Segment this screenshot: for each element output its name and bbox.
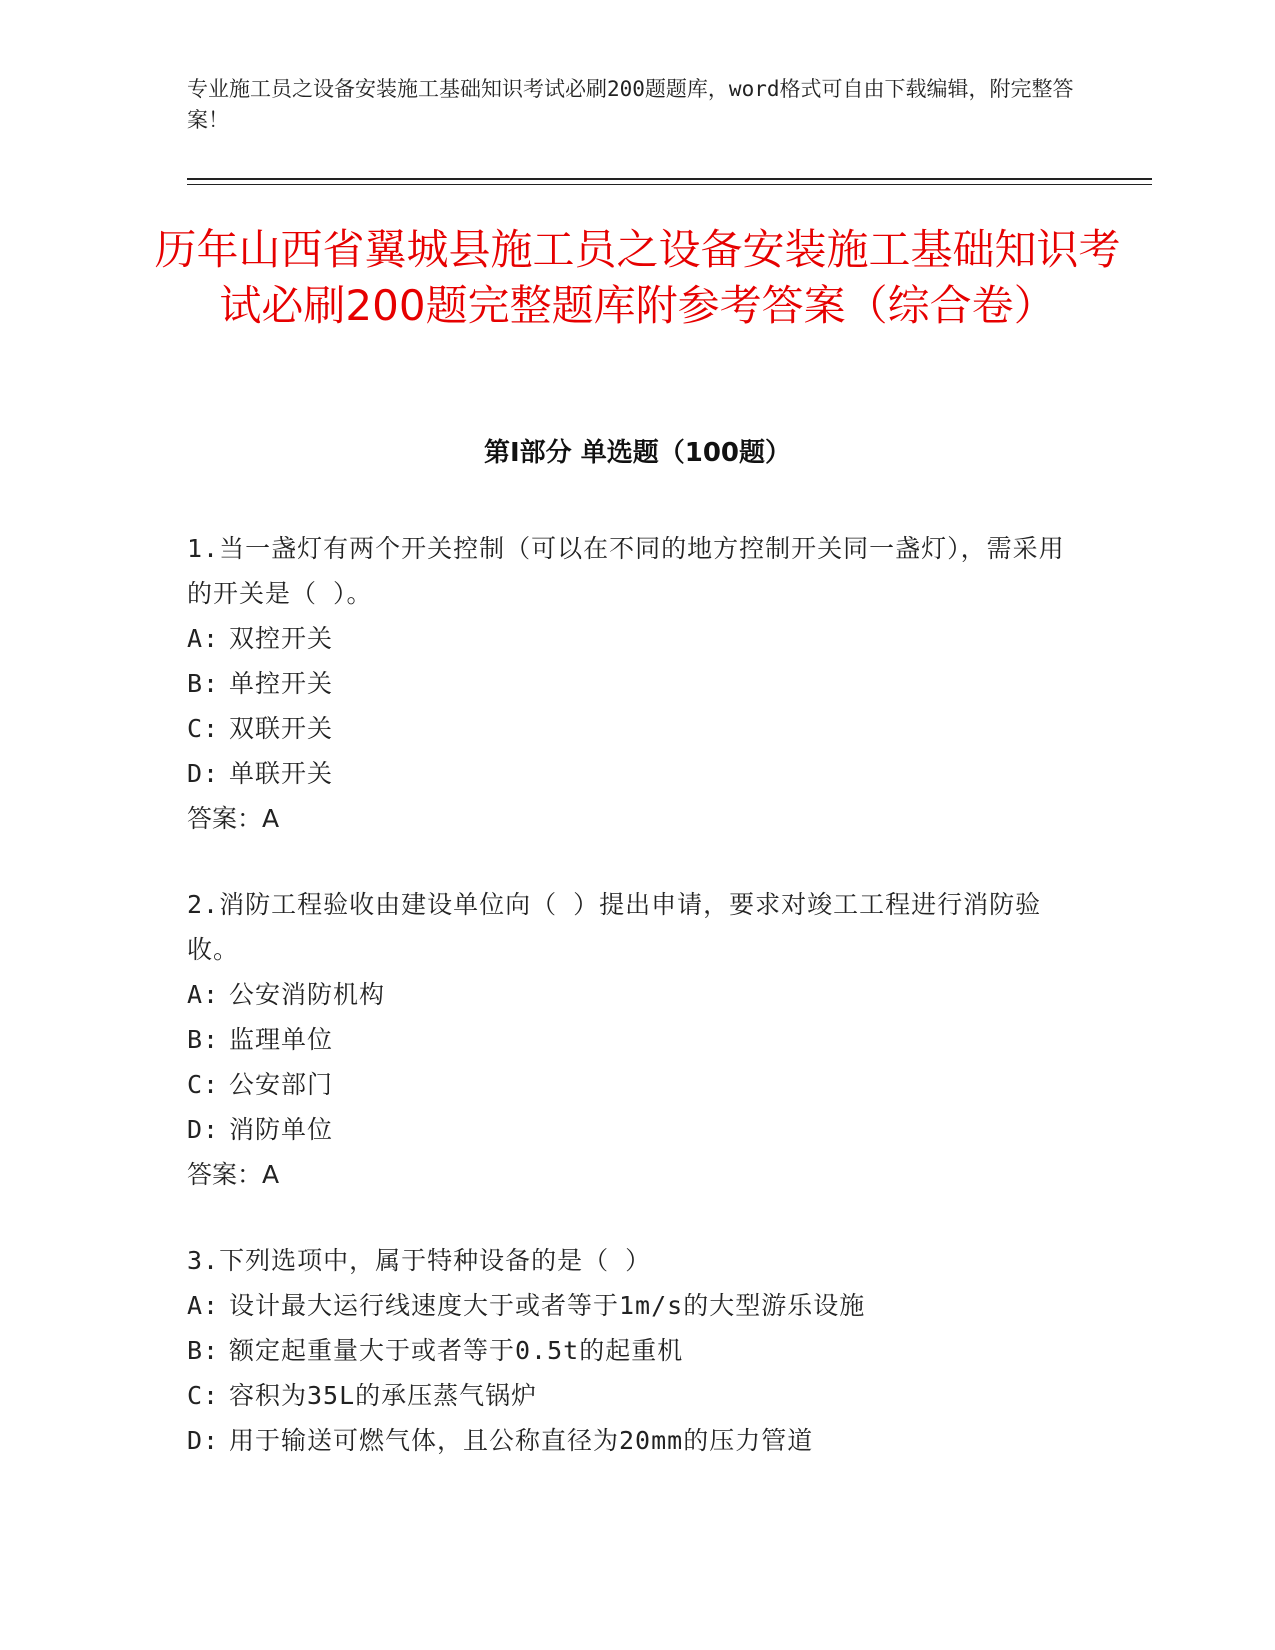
header-divider-thin: [187, 184, 1152, 185]
question-option: [187, 1107, 1087, 1152]
question-answer: 答案：A: [187, 804, 280, 833]
question-option: [187, 661, 1087, 706]
question-item: [187, 1238, 1087, 1463]
option-key: D:: [187, 1115, 220, 1144]
option-key: A:: [187, 624, 220, 653]
question-option: [187, 1283, 1087, 1328]
header-divider-thick: [187, 178, 1152, 180]
option-key: C:: [187, 1070, 220, 1099]
option-text: 容积为35L的承压蒸气锅炉: [229, 1381, 538, 1410]
question-option: [187, 1062, 1087, 1107]
question-option: [187, 1328, 1087, 1373]
question-option: [187, 751, 1087, 796]
question-item: [187, 526, 1087, 841]
option-text: 单联开关: [229, 759, 334, 788]
option-text: 公安部门: [229, 1070, 334, 1099]
option-text: 双联开关: [229, 714, 334, 743]
option-text: 监理单位: [229, 1025, 334, 1054]
question-option: [187, 1373, 1087, 1418]
option-text: 单控开关: [229, 669, 334, 698]
option-text: 额定起重量大于或者等于0.5t的起重机: [229, 1336, 684, 1365]
question-option: [187, 972, 1087, 1017]
section-title: 第I部分 单选题（100题）: [484, 438, 791, 468]
option-key: C:: [187, 1381, 220, 1410]
option-key: C:: [187, 714, 220, 743]
question-stem: 1.当一盏灯有两个开关控制（可以在不同的地方控制开关同一盏灯），需采用的开关是（ ）。: [187, 534, 1065, 608]
option-key: B:: [187, 669, 220, 698]
document-title: 历年山西省翼城县施工员之设备安装施工基础知识考试必刷200题完整题库附参考答案（综合卷）: [154, 225, 1121, 330]
question-option: [187, 1418, 1087, 1463]
option-text: 公安消防机构: [229, 980, 386, 1009]
question-option: [187, 616, 1087, 661]
question-stem: 3.下列选项中，属于特种设备的是（ ）: [187, 1246, 652, 1275]
question-stem: 2.消防工程验收由建设单位向（ ）提出申请，要求对竣工工程进行消防验收。: [187, 890, 1042, 964]
option-key: A:: [187, 980, 220, 1009]
option-text: 用于输送可燃气体，且公称直径为20mm的压力管道: [229, 1426, 814, 1455]
option-text: 双控开关: [229, 624, 334, 653]
option-key: A:: [187, 1291, 220, 1320]
option-text: 消防单位: [229, 1115, 334, 1144]
header-note: 专业施工员之设备安装施工基础知识考试必刷200题题库，word格式可自由下载编辑，附完整答案！: [187, 77, 1074, 132]
question-option: [187, 1017, 1087, 1062]
option-key: B:: [187, 1336, 220, 1365]
question-list: [187, 526, 1087, 1504]
option-key: B:: [187, 1025, 220, 1054]
option-text: 设计最大运行线速度大于或者等于1m/s的大型游乐设施: [229, 1291, 866, 1320]
option-key: D:: [187, 759, 220, 788]
question-item: [187, 882, 1087, 1197]
question-option: [187, 706, 1087, 751]
option-key: D:: [187, 1426, 220, 1455]
question-answer: 答案：A: [187, 1160, 280, 1189]
